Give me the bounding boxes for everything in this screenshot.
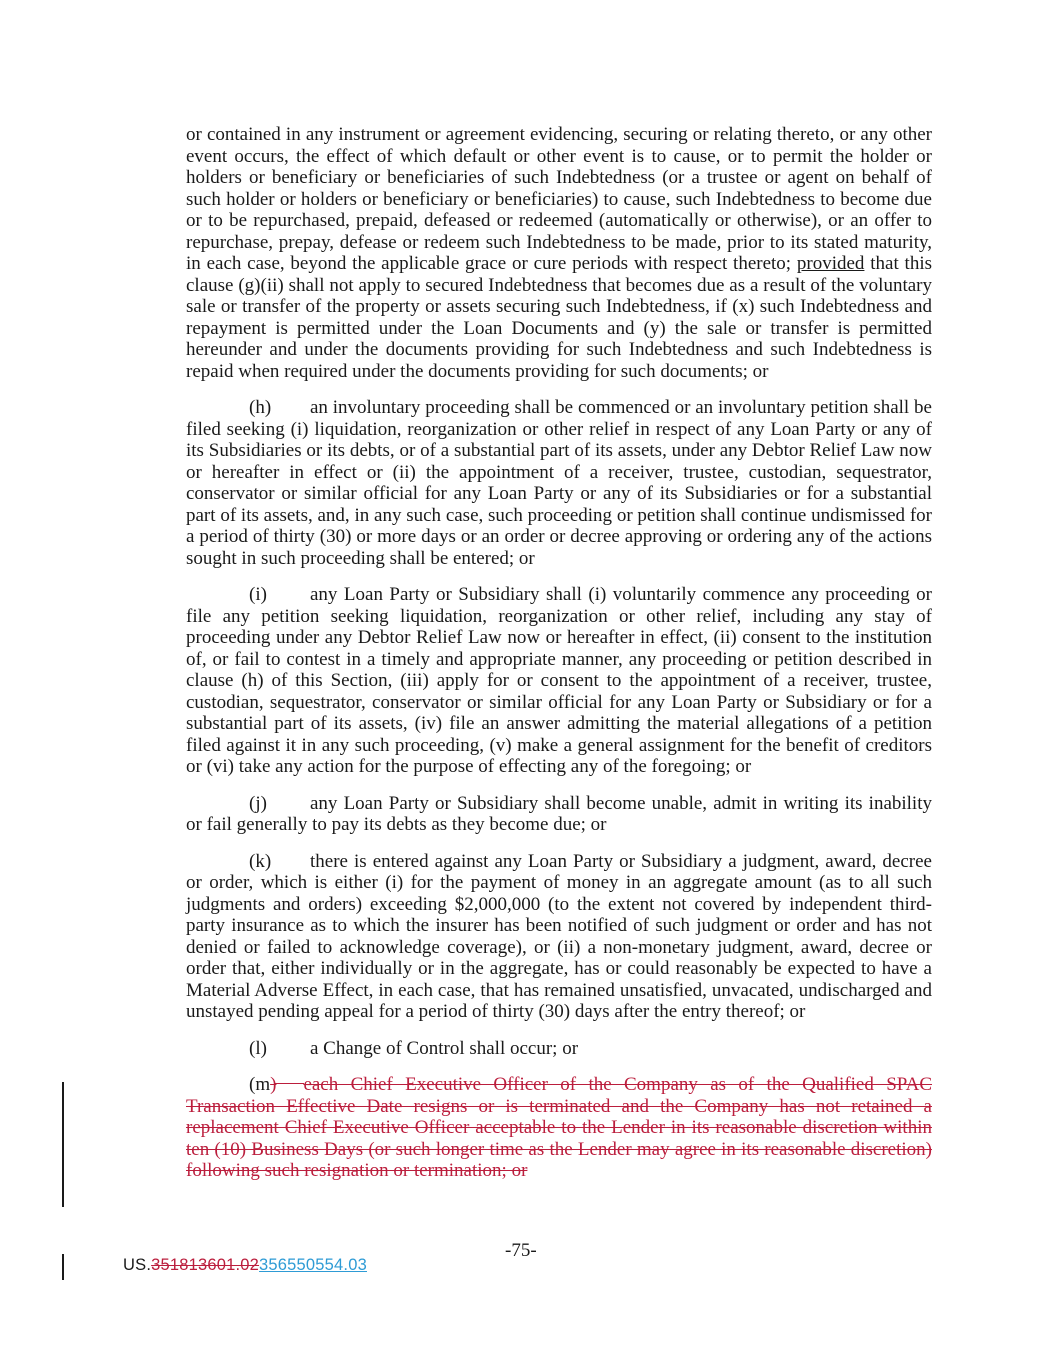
paragraph-text: a Change of Control shall occur; or [310,1037,579,1059]
paragraph-j [186,793,932,836]
paragraph-label-j: (j) [249,792,267,814]
paragraph-label-h: (h) [249,397,272,418]
deleted-paragraph-text: each Chief Executive Officer of the Company as of the Qualified SPAC Transaction Effective Date resigns or is terminated and the Company has not retained a replacement Chief Executive Officer acceptable to the Lender in its reasonable discretion within ten (10) Business Days (or such longer time as the Lender may agree in its reasonable discretion) following such resignation or termination; or [186,1074,932,1181]
doc-id-inserted: 356550554.03 [259,1256,367,1274]
paragraph-m-deleted [186,1074,932,1182]
change-bar-footer [62,1254,64,1280]
strikethrough-tab-gap [276,1078,303,1090]
paragraph-text: or contained in any instrument or agreement evidencing, securing or relating thereto, or any other event occurs, the effect of which default or other event is to cause, or to permit the holder or holders or beneficiary or beneficiaries of such Indebtedness (or a trustee or agent on behalf of such holder or holders or beneficiary or beneficiaries) to cause, such Indebtedness to become due or to be repurchased, prepaid, defeased or redeemed (automatically or otherwise), or an offer to repurchase, prepay, defease or redeem such Indebtedness to be made, prior to its stated maturity, in each case, beyond the applicable grace or cure periods with respect thereto; [186,124,932,274]
paragraph-text: there is entered against any Loan Party or Subsidiary a judgment, award, decree or order, which is either (i) for the payment of money in an aggregate amount (as to all such judgments and orders) exceeding $2,000,000 (to the extent not covered by independent third-party insurance as to which the insurer has been notified of such judgment or order and has not denied or failed to acknowledge coverage), or (ii) a non-monetary judgment, award, decree or order that, either individually or in the aggregate, has or could reasonably be expected to have a Material Adverse Effect, in each case, that has remained unsatisfied, unvacated, undischarged and unstayed pending appeal for a period of thirty (30) days after the entry thereof; or [186,850,932,1022]
paragraph-text: an involuntary proceeding shall be commenced or an involuntary petition shall be filed seeking (i) liquidation, reorganization or other relief in respect of any Loan Party or any of its Subsidiaries or its debts, or of a substantial part of its assets, under any Debtor Relief Law now or hereafter in effect or (ii) the appointment of a receiver, trustee, custodian, sequestrator, conservator or similar official for any Loan Party or any of its Subsidiaries or for a substantial part of its assets, and, in any such case, such proceeding or petition shall continue undismissed for a period of thirty (30) or more days or an order or decree approving or ordering any of the actions sought in such proceeding shall be entered; or [186,397,932,569]
provided-underlined-term: provided [796,253,865,274]
paragraph-text: any Loan Party or Subsidiary shall (i) voluntarily commence any proceeding or file any petition seeking liquidation, reorganization or other relief, including any stay of proceeding under any Debtor Relief Law now or hereafter in effect, (ii) consent to the institution of, or fail to contest in a timely and appropriate manner, any proceeding or petition described in clause (h) of this Section, (iii) apply for or consent to the appointment of a receiver, trustee, custodian, sequestrator, conservator or similar official for any Loan Party or Subsidiary or for a substantial part of its assets, (iv) file an answer admitting the material allegations of a petition filed against it in any such proceeding, (v) make a general assignment for the benefit of creditors or (vi) take any action for the purpose of effecting any of the foregoing; or [186,584,932,777]
document-id-footer [123,1256,367,1275]
paragraph-label-m-struck: ) [270,1074,277,1095]
paragraph-label-k: (k) [249,850,272,872]
paragraph-i [186,584,932,778]
page-number: -75- [505,1240,537,1261]
document-body [186,124,932,1182]
paragraph-k [186,851,932,1023]
paragraph-label-i: (i) [249,584,267,605]
paragraph-l [186,1038,932,1060]
paragraph-h [186,397,932,569]
paragraph-label-m [249,1074,276,1096]
doc-id-deleted: 351813601.02 [151,1256,260,1274]
paragraph-text: any Loan Party or Subsidiary shall become unable, admit in writing its inability or fail generally to pay its debts as they become due; or [186,792,932,835]
paragraph-label-l: (l) [249,1037,267,1059]
paragraph-label-m-unmarked: (m [249,1074,271,1095]
doc-id-prefix: US. [123,1256,152,1274]
paragraph-g-continuation [186,124,932,382]
change-bar-paragraph-m [62,1082,64,1207]
paragraph-text: that this clause (g)(ii) shall not apply to secured Indebtedness that becomes due as a result of the voluntary sale or transfer of the property or assets securing such Indebtedness, if (x) such Indebtedness and repayment is permitted under the Loan Documents and (y) the sale or transfer is permitted hereunder and under the documents providing for such Indebtedness and such Indebtedness is repaid when required under the documents providing for such documents; or [186,253,932,382]
